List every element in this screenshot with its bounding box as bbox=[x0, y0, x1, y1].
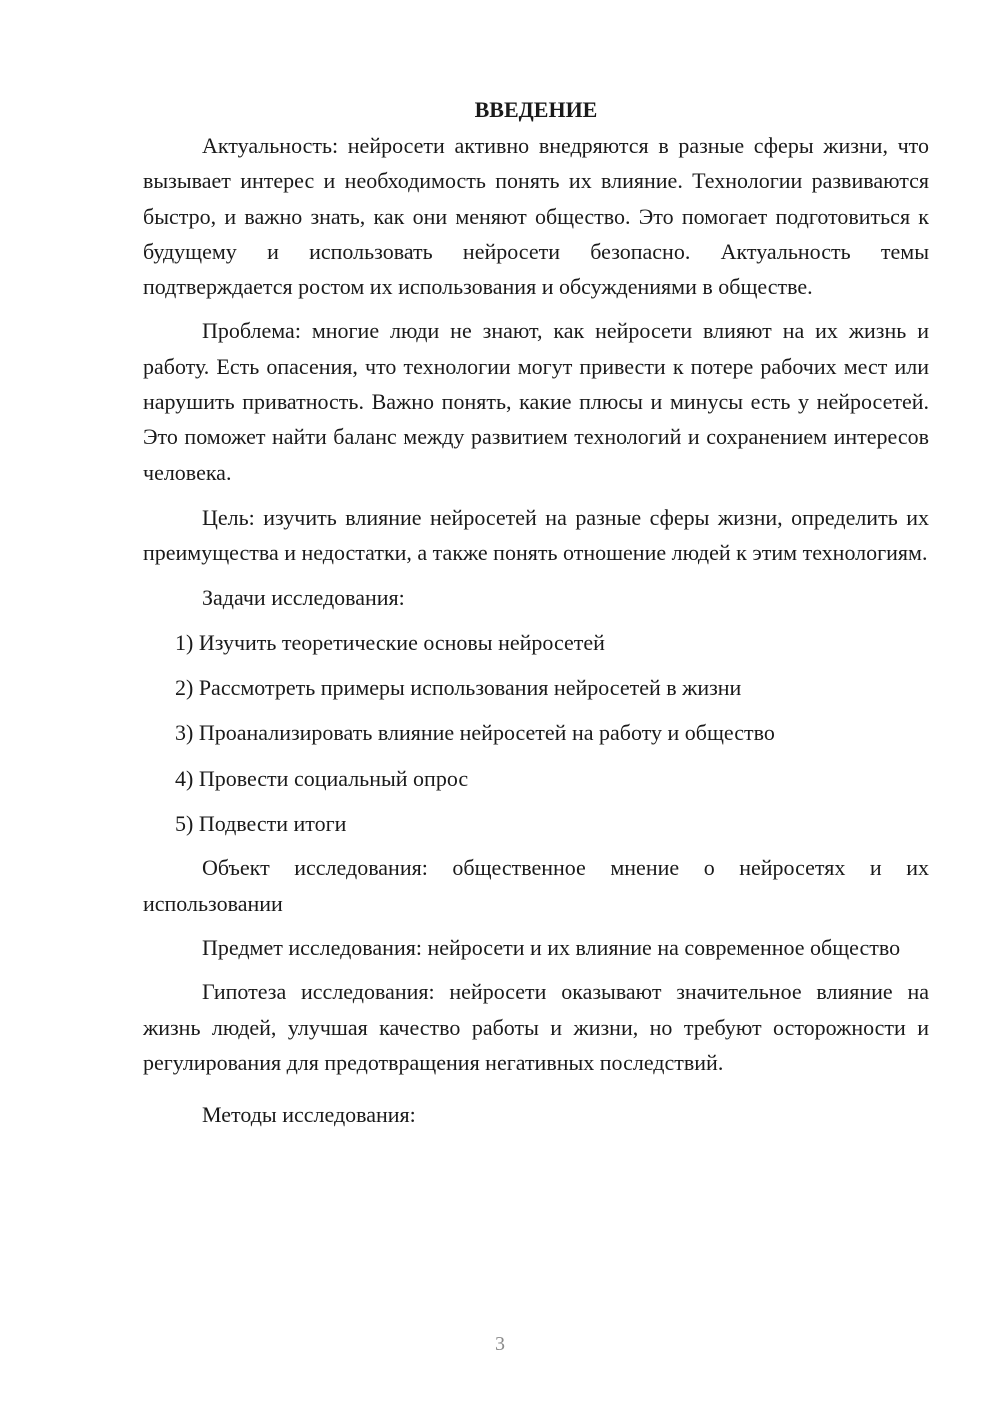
list-item: 4) Провести социальный опрос bbox=[175, 765, 469, 791]
list-item: 3) Проанализировать влияние нейросетей на работу и общество bbox=[175, 720, 775, 746]
list-item: 2) Рассмотреть примеры использования нейросетей в жизни bbox=[175, 675, 742, 701]
paragraph-object: Объект исследования: общественное мнение о нейросетях и их использовании bbox=[143, 855, 929, 916]
paragraph-problem: Проблема: многие люди не знают, как нейросети влияют на их жизнь и работу. Есть опасения, что технологии могут привести к потере рабочих мест или нарушить приватность. Важно понять, какие плюсы и минусы есть у нейросетей. Это поможет найти баланс между развитием технологий и сохранением интересов человека. bbox=[143, 318, 929, 485]
page-number: 3 bbox=[495, 1333, 505, 1355]
tasks-heading: Задачи исследования: bbox=[202, 584, 405, 610]
tasks-list bbox=[143, 625, 929, 841]
paragraph-relevance: Актуальность: нейросети активно внедряются в разные сферы жизни, что вызывает интерес и необходимость понять их влияние. Технологии развиваются быстро, и важно знать, как они меняют общество. Это помогает подготовиться к будущему и использовать нейросети безопасно. Актуальность темы подтверждается ростом их использования и обсуждениями в обществе. bbox=[143, 133, 929, 300]
methods-heading: Методы исследования: bbox=[202, 1102, 416, 1128]
document-page bbox=[143, 92, 929, 1132]
list-item: 5) Подвести итоги bbox=[175, 811, 347, 837]
list-item: 1) Изучить теоретические основы нейросетей bbox=[175, 629, 605, 655]
page-title: ВВЕДЕНИЕ bbox=[474, 97, 598, 122]
paragraph-hypothesis: Гипотеза исследования: нейросети оказывают значительное влияние на жизнь людей, улучшая качество работы и жизни, но требуют осторожности и регулирования для предотвращения негативных последствий. bbox=[143, 979, 929, 1075]
paragraph-goal: Цель: изучить влияние нейросетей на разные сферы жизни, определить их преимущества и недостатки, а также понять отношение людей к этим технологиям. bbox=[143, 504, 929, 566]
paragraph-subject: Предмет исследования: нейросети и их влияние на современное общество bbox=[202, 934, 901, 960]
